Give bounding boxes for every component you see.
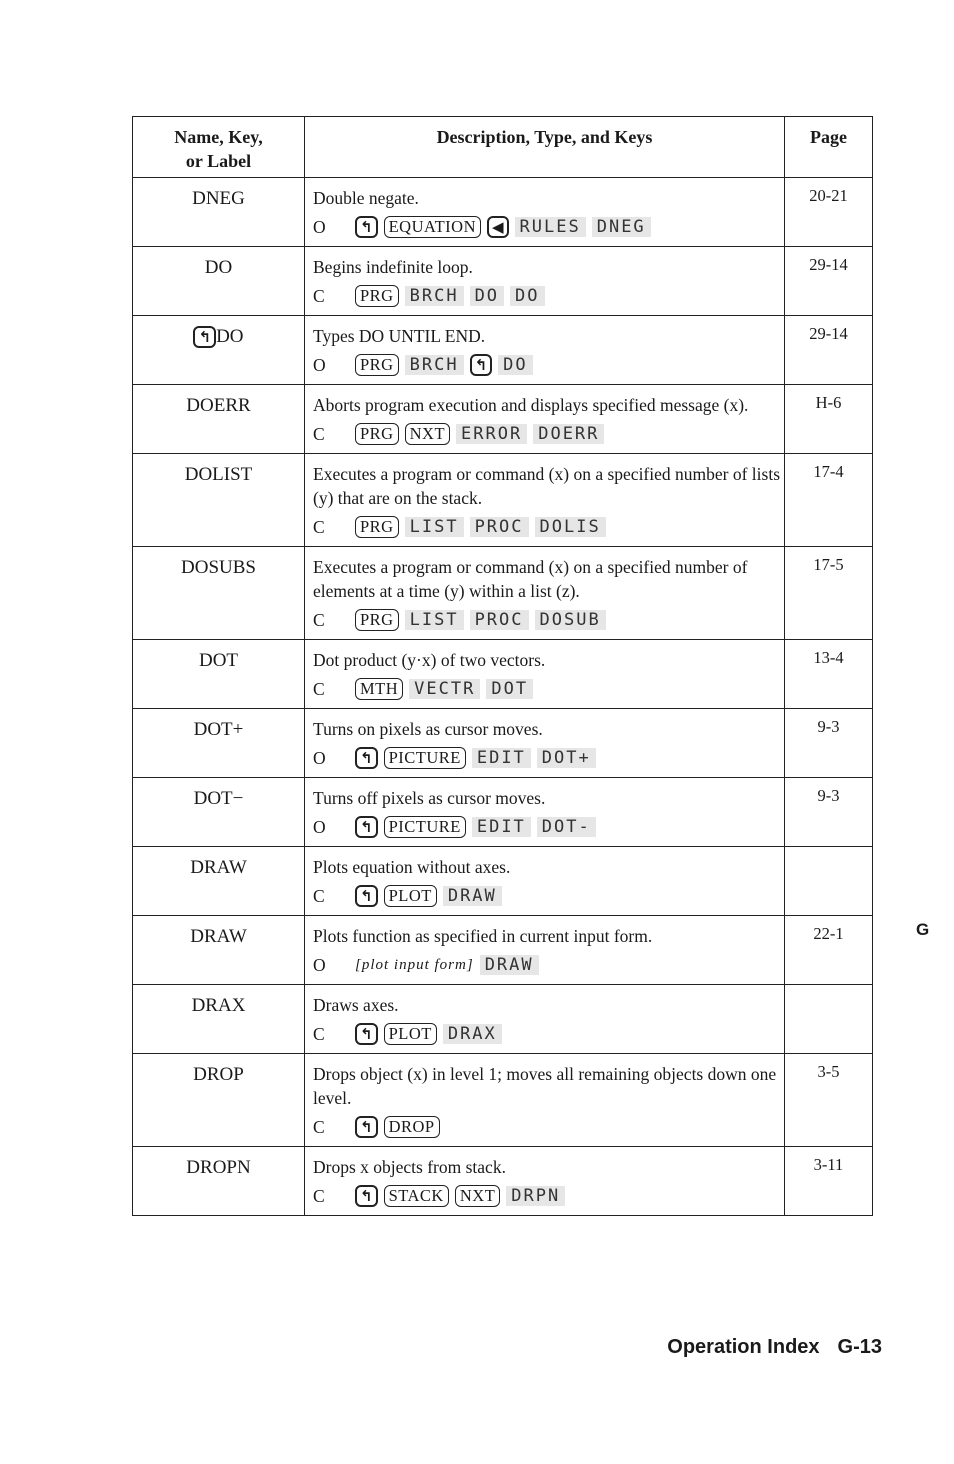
entry-name: DROP <box>193 1064 244 1085</box>
table-row <box>133 985 873 1054</box>
left-shift-arrow-icon: ↰ <box>355 1116 378 1138</box>
table-row <box>133 247 873 316</box>
menu-softkey-label: DO <box>498 355 532 375</box>
entry-name: DOERR <box>186 395 251 416</box>
entry-description: Turns off pixels as cursor moves. <box>313 788 546 808</box>
entry-page: 17-5 <box>813 555 844 574</box>
entry-name-cell <box>133 316 305 385</box>
entry-name-cell <box>133 916 305 985</box>
entry-description: Drops x objects from stack. <box>313 1157 506 1177</box>
entry-page-cell <box>785 316 873 385</box>
header-description-text: Description, Type, and Keys <box>436 127 653 147</box>
menu-softkey-label: DOT- <box>537 817 596 837</box>
left-shift-arrow-icon: ↰ <box>355 885 378 907</box>
entry-name-cell <box>133 247 305 316</box>
key-cap: EQUATION <box>384 216 481 238</box>
entry-description: Aborts program execution and displays specified message (x). <box>313 395 749 415</box>
left-shift-arrow-icon: ↰ <box>355 216 378 238</box>
entry-name: DRAW <box>190 926 247 947</box>
key-sequence <box>313 745 780 771</box>
menu-softkey-label: ERROR <box>456 424 527 444</box>
key-sequence <box>313 607 780 633</box>
header-row <box>133 117 873 178</box>
table-row <box>133 847 873 916</box>
entry-description-cell <box>305 454 785 547</box>
entry-name: DOT− <box>193 788 244 809</box>
entry-page: 3-11 <box>813 1155 844 1174</box>
page-footer <box>667 1336 882 1359</box>
key-cap: DROP <box>384 1116 440 1138</box>
entry-name-cell <box>133 709 305 778</box>
entry-name: DRAW <box>190 857 247 878</box>
entry-page-cell <box>785 547 873 640</box>
entry-page: 22-1 <box>813 924 844 943</box>
entry-page: 20-21 <box>809 186 848 205</box>
entry-name: DOT+ <box>193 719 244 740</box>
operation-index-table <box>132 116 873 1216</box>
entry-description-cell <box>305 985 785 1054</box>
menu-softkey-label: DOT <box>486 679 533 699</box>
key-sequence <box>313 1021 780 1047</box>
command-type: O <box>313 955 326 975</box>
menu-softkey-label: VECTR <box>409 679 480 699</box>
command-type: O <box>313 817 326 837</box>
header-name <box>133 117 305 178</box>
key-sequence <box>313 952 780 978</box>
menu-softkey-label: DO <box>470 286 504 306</box>
index-rows <box>133 178 873 1216</box>
key-sequence <box>313 676 780 702</box>
key-cap: PICTURE <box>384 816 466 838</box>
menu-softkey-label: DRPN <box>506 1186 565 1206</box>
table-row <box>133 640 873 709</box>
entry-description-cell <box>305 247 785 316</box>
entry-description-cell <box>305 916 785 985</box>
entry-description-cell <box>305 1054 785 1147</box>
entry-name-cell <box>133 640 305 709</box>
menu-softkey-label: DOERR <box>533 424 604 444</box>
entry-page: 29-14 <box>809 255 848 274</box>
entry-description-cell <box>305 385 785 454</box>
key-cap: PICTURE <box>384 747 466 769</box>
header-description <box>305 117 785 178</box>
entry-page-cell <box>785 778 873 847</box>
table-row <box>133 385 873 454</box>
menu-softkey-label: DRAW <box>443 886 502 906</box>
header-page <box>785 117 873 178</box>
entry-name: DO <box>204 257 233 278</box>
entry-page-cell <box>785 247 873 316</box>
menu-softkey-label: DOSUB <box>535 610 606 630</box>
key-cap: PRG <box>355 423 399 445</box>
entry-name-cell <box>133 847 305 916</box>
menu-softkey-label: BRCH <box>405 355 464 375</box>
entry-name-cell <box>133 454 305 547</box>
key-cap: NXT <box>405 423 450 445</box>
left-shift-arrow-icon: ↰ <box>355 1023 378 1045</box>
command-type: C <box>313 679 325 699</box>
entry-name-cell <box>133 178 305 247</box>
table-row <box>133 916 873 985</box>
entry-name: DOSUBS <box>181 557 256 578</box>
left-shift-arrow-icon: ↰ <box>355 1185 378 1207</box>
left-shift-arrow-icon: ↰ <box>470 354 493 376</box>
left-triangle-icon: ◀ <box>487 216 509 238</box>
header-name-text: Name, Key, or Label <box>174 127 263 171</box>
table-row <box>133 547 873 640</box>
entry-name: DNEG <box>192 188 245 209</box>
entry-name-cell <box>133 547 305 640</box>
key-sequence <box>313 1114 780 1140</box>
command-type: C <box>313 1186 325 1206</box>
entry-page-cell <box>785 1147 873 1216</box>
command-type: C <box>313 1024 325 1044</box>
entry-name-cell <box>133 385 305 454</box>
command-type: C <box>313 1117 325 1137</box>
key-sequence <box>313 814 780 840</box>
key-sequence <box>313 1183 780 1209</box>
menu-softkey-label: RULES <box>515 217 586 237</box>
footer-page-number: G-13 <box>837 1336 882 1358</box>
input-form-note: [plot input form] <box>355 957 474 973</box>
menu-softkey-label: DRAX <box>443 1024 502 1044</box>
entry-description: Plots equation without axes. <box>313 857 511 877</box>
entry-description-cell <box>305 778 785 847</box>
entry-name: DROPN <box>186 1157 251 1178</box>
entry-description-cell <box>305 847 785 916</box>
entry-description: Dot product (y·x) of two vectors. <box>313 650 546 670</box>
menu-softkey-label: PROC <box>470 517 529 537</box>
entry-page: 13-4 <box>813 648 844 667</box>
key-cap: PRG <box>355 285 399 307</box>
entry-page-cell <box>785 985 873 1054</box>
left-shift-arrow-icon: ↰ <box>355 747 378 769</box>
entry-description-cell <box>305 547 785 640</box>
menu-softkey-label: EDIT <box>472 817 531 837</box>
left-shift-arrow-icon: ↰ <box>193 326 216 348</box>
entry-description-cell <box>305 709 785 778</box>
entry-name-cell <box>133 778 305 847</box>
key-cap: NXT <box>455 1185 500 1207</box>
menu-softkey-label: LIST <box>405 517 464 537</box>
entry-description: Drops object (x) in level 1; moves all remaining objects down one level. <box>313 1064 777 1108</box>
entry-page: 3-5 <box>817 1062 840 1081</box>
key-cap: STACK <box>384 1185 449 1207</box>
entry-name-cell <box>133 1054 305 1147</box>
entry-description: Draws axes. <box>313 995 399 1015</box>
menu-softkey-label: BRCH <box>405 286 464 306</box>
entry-page: 17-4 <box>813 462 844 481</box>
entry-description-cell <box>305 178 785 247</box>
menu-softkey-label: DOT+ <box>537 748 596 768</box>
entry-description: Begins indefinite loop. <box>313 257 473 277</box>
menu-softkey-label: DNEG <box>592 217 651 237</box>
entry-page-cell <box>785 385 873 454</box>
entry-description-cell <box>305 316 785 385</box>
menu-softkey-label: DOLIS <box>535 517 606 537</box>
entry-description: Double negate. <box>313 188 419 208</box>
key-sequence <box>313 283 780 309</box>
key-cap: PRG <box>355 354 399 376</box>
entry-page-cell <box>785 454 873 547</box>
table-row <box>133 778 873 847</box>
table-row <box>133 709 873 778</box>
menu-softkey-label: PROC <box>470 610 529 630</box>
key-cap: PRG <box>355 516 399 538</box>
key-sequence <box>313 214 780 240</box>
table-row <box>133 1147 873 1216</box>
command-type: C <box>313 286 325 306</box>
key-sequence <box>313 514 780 540</box>
key-sequence <box>313 421 780 447</box>
entry-description-cell <box>305 640 785 709</box>
footer-title: Operation Index <box>667 1336 820 1358</box>
table-row <box>133 178 873 247</box>
entry-description: Plots function as specified in current input form. <box>313 926 653 946</box>
entry-name-cell <box>133 1147 305 1216</box>
header-page-text: Page <box>810 127 847 147</box>
entry-name-cell <box>133 985 305 1054</box>
entry-description: Executes a program or command (x) on a specified number of lists (y) that are on the stack. <box>313 464 781 508</box>
entry-page-cell <box>785 178 873 247</box>
command-type: C <box>313 424 325 444</box>
entry-name: DRAX <box>191 995 246 1016</box>
entry-description: Executes a program or command (x) on a specified number of elements at a time (y) within a list (z). <box>313 557 748 601</box>
key-cap: PLOT <box>384 885 437 907</box>
entry-name: DOLIST <box>184 464 253 485</box>
key-cap: MTH <box>355 678 403 700</box>
entry-page: H-6 <box>815 393 842 412</box>
left-shift-arrow-icon: ↰ <box>355 816 378 838</box>
entry-page-cell <box>785 847 873 916</box>
section-tab-label: G <box>916 920 930 939</box>
key-cap: PRG <box>355 609 399 631</box>
entry-description: Turns on pixels as cursor moves. <box>313 719 543 739</box>
command-type: O <box>313 748 326 768</box>
entry-description-cell <box>305 1147 785 1216</box>
menu-softkey-label: DO <box>510 286 544 306</box>
entry-page-cell <box>785 640 873 709</box>
entry-page: 29-14 <box>809 324 848 343</box>
command-type: C <box>313 886 325 906</box>
menu-softkey-label: LIST <box>405 610 464 630</box>
command-type: O <box>313 217 326 237</box>
command-type: C <box>313 517 325 537</box>
key-cap: PLOT <box>384 1023 437 1045</box>
entry-name: DO <box>216 326 244 347</box>
entry-name: DOT <box>198 650 239 671</box>
key-sequence <box>313 352 780 378</box>
menu-softkey-label: DRAW <box>480 955 539 975</box>
entry-page: 9-3 <box>817 717 840 736</box>
entry-page-cell <box>785 1054 873 1147</box>
command-type: O <box>313 355 326 375</box>
table-row <box>133 1054 873 1147</box>
menu-softkey-label: EDIT <box>472 748 531 768</box>
entry-description: Types DO UNTIL END. <box>313 326 486 346</box>
entry-page: 9-3 <box>817 786 840 805</box>
key-sequence <box>313 883 780 909</box>
table-row <box>133 316 873 385</box>
command-type: C <box>313 610 325 630</box>
table-row <box>133 454 873 547</box>
entry-page-cell <box>785 709 873 778</box>
entry-page-cell <box>785 916 873 985</box>
